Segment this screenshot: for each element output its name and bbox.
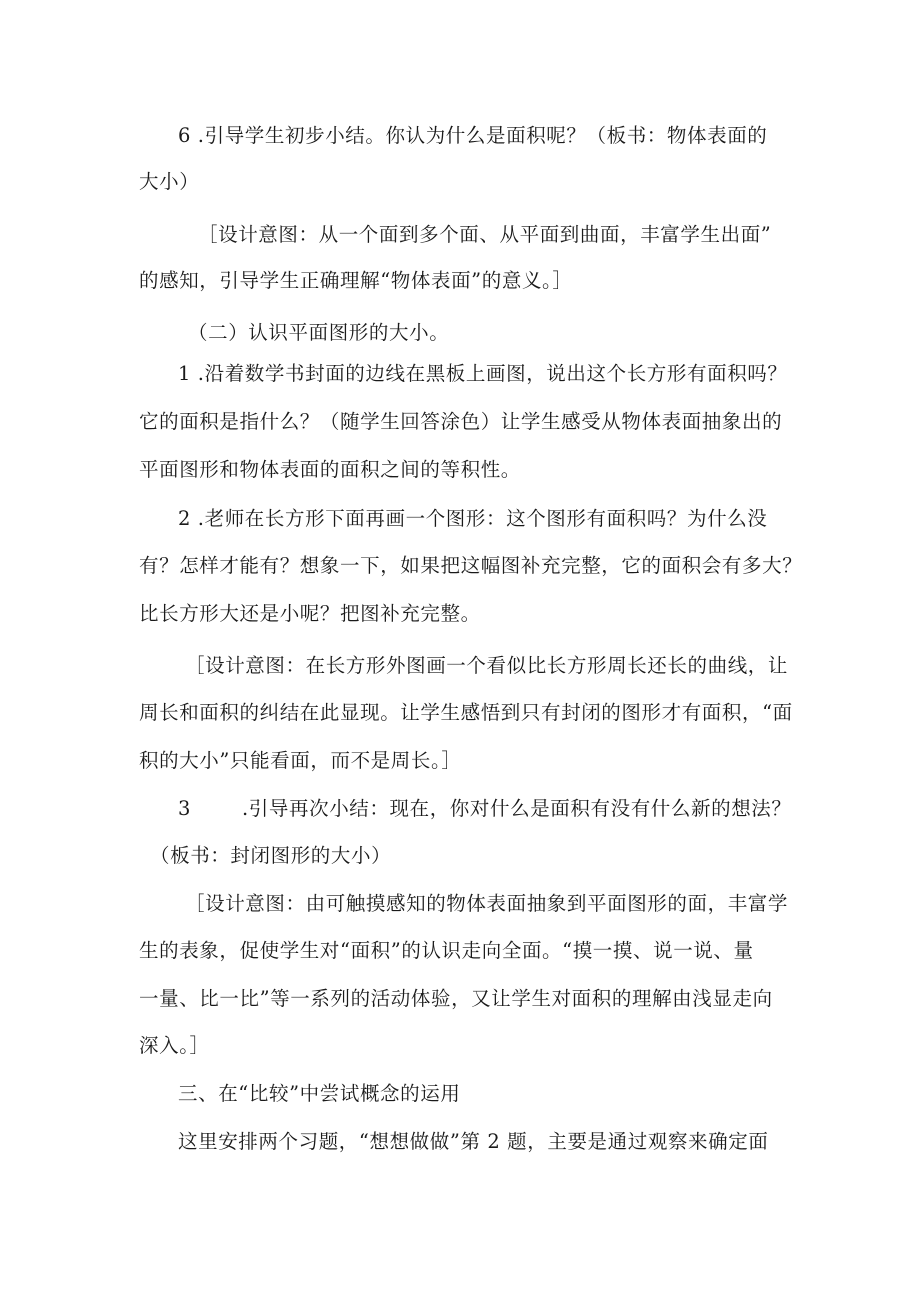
design-intent-1-line-2: 的感知，引导学生正确理解“物体表面”的意义。］ [139,269,573,292]
design-intent-2-line-3: 积的大小”只能看面，而不是周长。］ [139,749,462,772]
paragraph-6-line-2: 大小） [139,170,200,193]
design-intent-2-line-2: 周长和面积的纠结在此显现。让学生感悟到只有封闭的图形才有面积，“面 [139,701,793,724]
paragraph-2-line-2: 有？怎样才能有？想象一下，如果把这幅图补充完整，它的面积会有多大？ [139,554,803,577]
paragraph-2-line-3: 比长方形大还是小呢？把图补充完整。 [139,602,481,625]
last-paragraph-line-1: 这里安排两个习题，“想想做做”第 2 题，主要是通过观察来确定面 [178,1130,769,1153]
design-intent-2-line-1: ［设计意图：在长方形外图画一个看似比长方形周长还长的曲线，让 [185,654,789,677]
paragraph-2-line-1: 2 .老师在长方形下面再画一个图形：这个图形有面积吗？为什么没 [178,507,768,530]
paragraph-3-number: 3 [178,797,192,820]
design-intent-3-line-3: 一量、比一比”等一系列的活动体验，又让学生对面积的理解由浅显走向 [139,987,773,1010]
paragraph-6-line-1: 6 .引导学生初步小结。你认为什么是面积呢？（板书：物体表面的 [178,124,768,147]
paragraph-1-line-2: 它的面积是指什么？（随学生回答涂色）让学生感受从物体表面抽象出的 [139,410,783,433]
section-3-heading: 三、在“比较”中尝试概念的运用 [178,1082,461,1105]
design-intent-1-line-1: ［设计意图：从一个面到多个面、从平面到曲面，丰富学生出面” [198,223,772,246]
paragraph-1-line-1: 1 .沿着数学书封面的边线在黑板上画图，说出这个长方形有面积吗？ [178,362,788,385]
design-intent-3-line-4: 深入。］ [139,1034,210,1057]
paragraph-3-line-1: .引导再次小结：现在，你对什么是面积有没有什么新的想法？ [242,797,792,820]
paragraph-3-line-2: （板书：封闭图形的大小） [150,844,392,867]
section-2-heading: （二）认识平面图形的大小。 [188,321,450,344]
design-intent-3-line-1: ［设计意图：由可触摸感知的物体表面抽象到平面图形的面，丰富学 [185,892,789,915]
paragraph-1-line-3: 平面图形和物体表面的面积之间的等积性。 [139,458,521,481]
design-intent-3-line-2: 生的表象，促使学生对“面积”的认识走向全面。“摸一摸、说一说、量 [139,939,754,962]
